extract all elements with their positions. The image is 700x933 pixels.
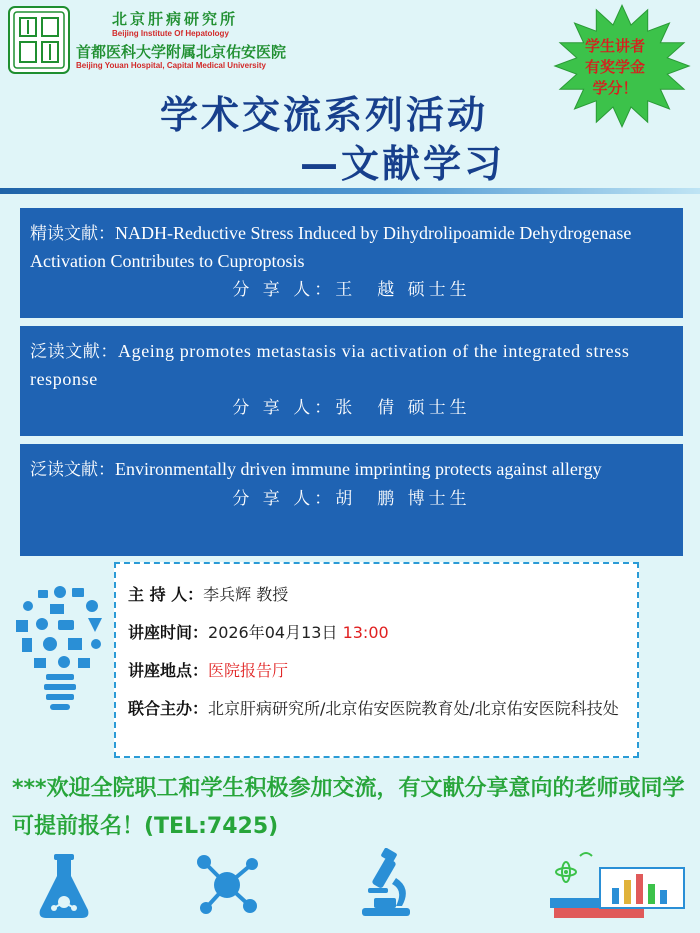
paper-title-line <box>30 220 673 275</box>
reward-note <box>560 36 670 99</box>
welcome-note: ***欢迎全院职工和学生积极参加交流，有文献分享意向的老师或同学可提前报名！(TEL:7425) <box>12 776 685 839</box>
paper-title: NADH-Reductive Stress Induced by Dihydrolipoamide Dehydrogenase Activation Contributes to Cuproptosis <box>30 223 632 271</box>
organizer-row <box>128 690 625 726</box>
lightbulb-icon <box>8 580 112 720</box>
host-row <box>128 576 625 614</box>
reward-line-2: 有奖学金 <box>584 58 645 76</box>
page-subtitle: —文献学习 <box>300 142 506 186</box>
hospital-name-en: Beijing Youan Hospital, Capital Medical University <box>76 61 266 70</box>
molecule-icon <box>194 852 260 918</box>
place-row <box>128 652 625 690</box>
time-label: 讲座时间： <box>128 623 209 642</box>
reward-line-3: 学分！ <box>592 79 638 97</box>
paper-label: 泛读文献： <box>30 460 115 480</box>
paper-label: 泛读文献： <box>30 342 118 362</box>
event-info-box <box>114 562 639 758</box>
institute-name-en: Beijing Institute Of Hepatology <box>112 29 229 38</box>
paper-card-extensive-2 <box>20 444 683 556</box>
header-divider <box>0 188 700 194</box>
page-title: 学术交流系列活动 <box>160 93 489 137</box>
paper-card-intensive <box>20 208 683 318</box>
host-value: 李兵辉 教授 <box>203 585 289 604</box>
paper-title-line <box>30 338 673 393</box>
paper-title-line <box>30 456 673 484</box>
reward-line-1: 学生讲者 <box>584 37 645 55</box>
organizer-value: 北京肝病研究所/北京佑安医院教育处/北京佑安医院科技处 <box>208 699 619 718</box>
microscope-icon <box>356 848 416 920</box>
host-label: 主 持 人： <box>128 585 204 604</box>
paper-title: Environmentally driven immune imprinting protects against allergy <box>115 459 602 479</box>
hospital-name-cn: 首都医科大学附属北京佑安医院 <box>76 43 287 61</box>
paper-title: Ageing promotes metastasis via activation of the integrated stress response <box>30 341 630 389</box>
books-chart-icon <box>540 846 690 924</box>
time-row <box>128 614 625 652</box>
flask-icon <box>36 852 92 920</box>
hospital-logo-icon <box>8 6 70 74</box>
paper-card-extensive-1 <box>20 326 683 436</box>
paper-presenter: 分 享 人：胡 鹏 博士生 <box>232 489 471 509</box>
place-value: 医院报告厅 <box>208 661 289 680</box>
place-label: 讲座地点： <box>128 661 209 680</box>
paper-presenter: 分 享 人：王 越 硕士生 <box>232 280 471 300</box>
institute-name-cn: 北京肝病研究所 <box>112 10 239 28</box>
organizer-label: 联合主办： <box>128 699 209 718</box>
time-clock: 13:00 <box>342 623 389 642</box>
paper-presenter: 分 享 人：张 倩 硕士生 <box>232 398 471 418</box>
time-date: 2026年04月13日 <box>208 623 338 642</box>
paper-label: 精读文献： <box>30 224 115 244</box>
